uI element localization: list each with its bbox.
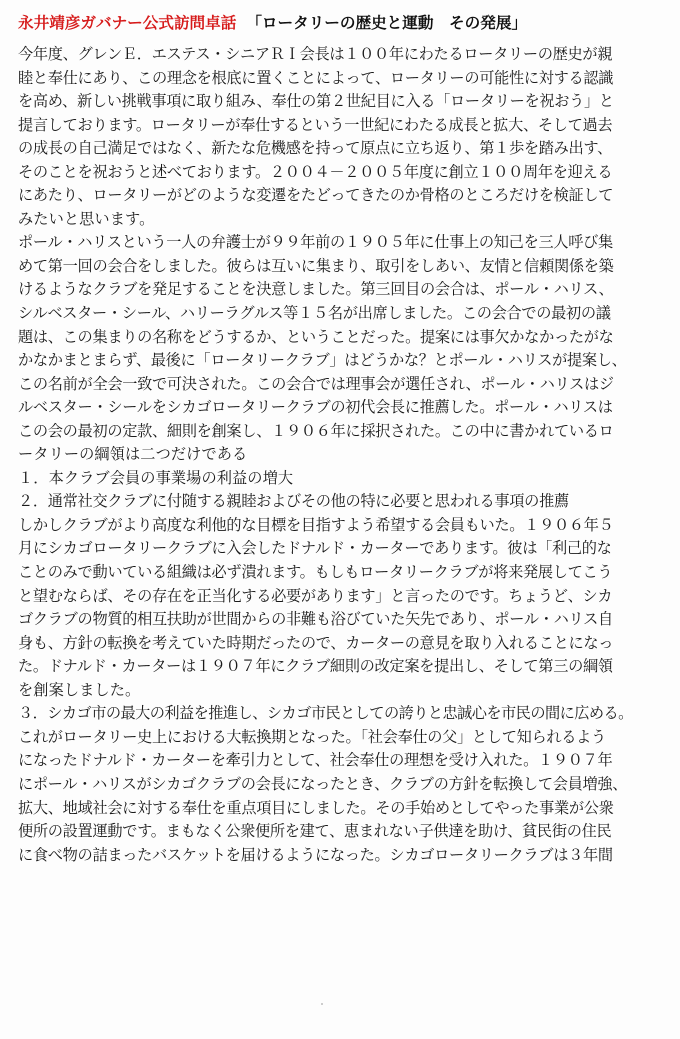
text-line: た。ドナルド・カーターは１９０７年にクラブ細則の改定案を提出し、そして第三の綱領 [18, 657, 613, 676]
numbered-objective-1: １．本クラブ会員の事業場の利益の増大 [18, 468, 294, 487]
text-line: 提言しております。ロータリーが奉仕するという一世紀にわたる成長と拡大、そして過去 [18, 115, 613, 134]
text-line: ことのみで動いている組織は必ず潰れます。もしもロータリークラブが将来発展してこう [18, 563, 613, 582]
text-line: ータリーの綱領は二つだけである [18, 445, 248, 464]
text-line: しかしクラブがより高度な利他的な目標を目指すよう希望する会員もいた。１９０６年５ [18, 515, 614, 534]
text-line: にあたり、ロータリーがどのような変遷をたどってきたのか骨格のところだけを検証して [18, 186, 614, 205]
text-line: 拡大、地域社会に対する奉仕を重点項目にしました。その手始めとしてやった事業が公衆 [18, 798, 614, 817]
text-line: 睦と奉仕にあり、この理念を根底に置くことによって、ロータリーの可能性に対する認識 [18, 68, 614, 87]
text-line: になったドナルド・カーターを牽引力として、社会奉仕の理想を受け入れた。１９０７年 [18, 751, 613, 770]
text-line: めて第一回の会合をしました。彼らは互いに集まり、取引をしあい、友情と信頼関係を築 [18, 256, 614, 275]
text-line: この会の最初の定款、細則を創案し、１９０６年に採択された。この中に書かれているロ [18, 421, 614, 440]
text-line: けるようなクラブを発足することを決意しました。第三回目の会合は、ポール・ハリス、 [18, 280, 614, 299]
text-line: ポール・ハリスという一人の弁護士が９９年前の１９０５年に仕事上の知己を三人呼び集 [18, 233, 613, 252]
numbered-objective-2: ２．通常社交クラブに付随する親睦およびその他の特に必要と思われる事項の推薦 [18, 492, 569, 511]
text-line: この名前が全会一致で可決された。この会合では理事会が選任され、ポール・ハリスはジ [18, 374, 614, 393]
text-line: そのことを祝おうと述べております。２００４－２００５年度に創立１００周年を迎える [18, 162, 613, 181]
speaker-heading: 永井靖彦ガバナー公式訪問卓話 [18, 13, 237, 32]
text-line: みたいと思います。 [18, 209, 155, 228]
text-line: 月にシカゴロータリークラブに入会したドナルド・カーターであります。彼は「利己的な [18, 539, 612, 558]
text-line: にポール・ハリスがシカゴクラブの会長になったとき、クラブの方針を転換して会員増強、 [18, 774, 628, 793]
text-line: を創案しました。 [18, 680, 141, 699]
document-title: 「ロータリーの歴史と運動 その発展」 [246, 13, 528, 32]
numbered-objective-3: ３．シカゴ市の最大の利益を推進し、シカゴ市民としての誇りと忠誠心を市民の間に広める。 [18, 704, 633, 723]
text-line: の成長の自己満足ではなく、新たな危機感を持って原点に立ち返り、第１歩を踏み出す、 [18, 139, 612, 158]
text-line: 便所の設置運動です。まもなく公衆便所を建て、恵まれない子供達を助け、貧民街の住民 [18, 822, 612, 841]
text-line: 今年度、グレンＥ．エステス・シニアＲＩ会長は１００年にわたるロータリーの歴史が親 [18, 45, 613, 63]
text-line: に食べ物の詰まったバスケットを届けるようになった。シカゴロータリークラブは３年間 [18, 845, 613, 864]
document-body [18, 43, 668, 867]
text-line: シルベスター・シール、ハリーラグルス等１５名が出席しました。この会合での最初の議 [18, 304, 611, 323]
text-line: かなかまとまらず、最後に「ロータリークラブ」はどうかな？とポール・ハリスが提案し、 [18, 351, 627, 370]
text-line: を高め、新しい挑戦事項に取り組み、奉仕の第２世紀目に入る「ロータリーを祝おう」と [18, 92, 614, 111]
text-line: これがロータリー史上における大転換期となった。「社会奉仕の父」として知られるよう [18, 727, 606, 746]
text-line: 身も、方針の転換を考えていた時期だったので、カーターの意見を取り入れることになっ [18, 633, 614, 652]
text-line: ルベスター・シールをシカゴロータリークラブの初代会長に推薦した。ポール・ハリスは [18, 398, 613, 417]
text-line: と望むならば、その存在を正当化する必要があります」と言ったのです。ちょうど、シカ [18, 586, 613, 605]
scan-speck [321, 1003, 323, 1005]
text-line: ゴクラブの物質的相互扶助が世間からの非難も浴びていた矢先であり、ポール・ハリス自 [18, 610, 613, 629]
text-line: 題は、この集まりの名称をどうするか、ということだった。提案には事欠かなかったがな [18, 327, 614, 346]
document-header [18, 8, 668, 38]
